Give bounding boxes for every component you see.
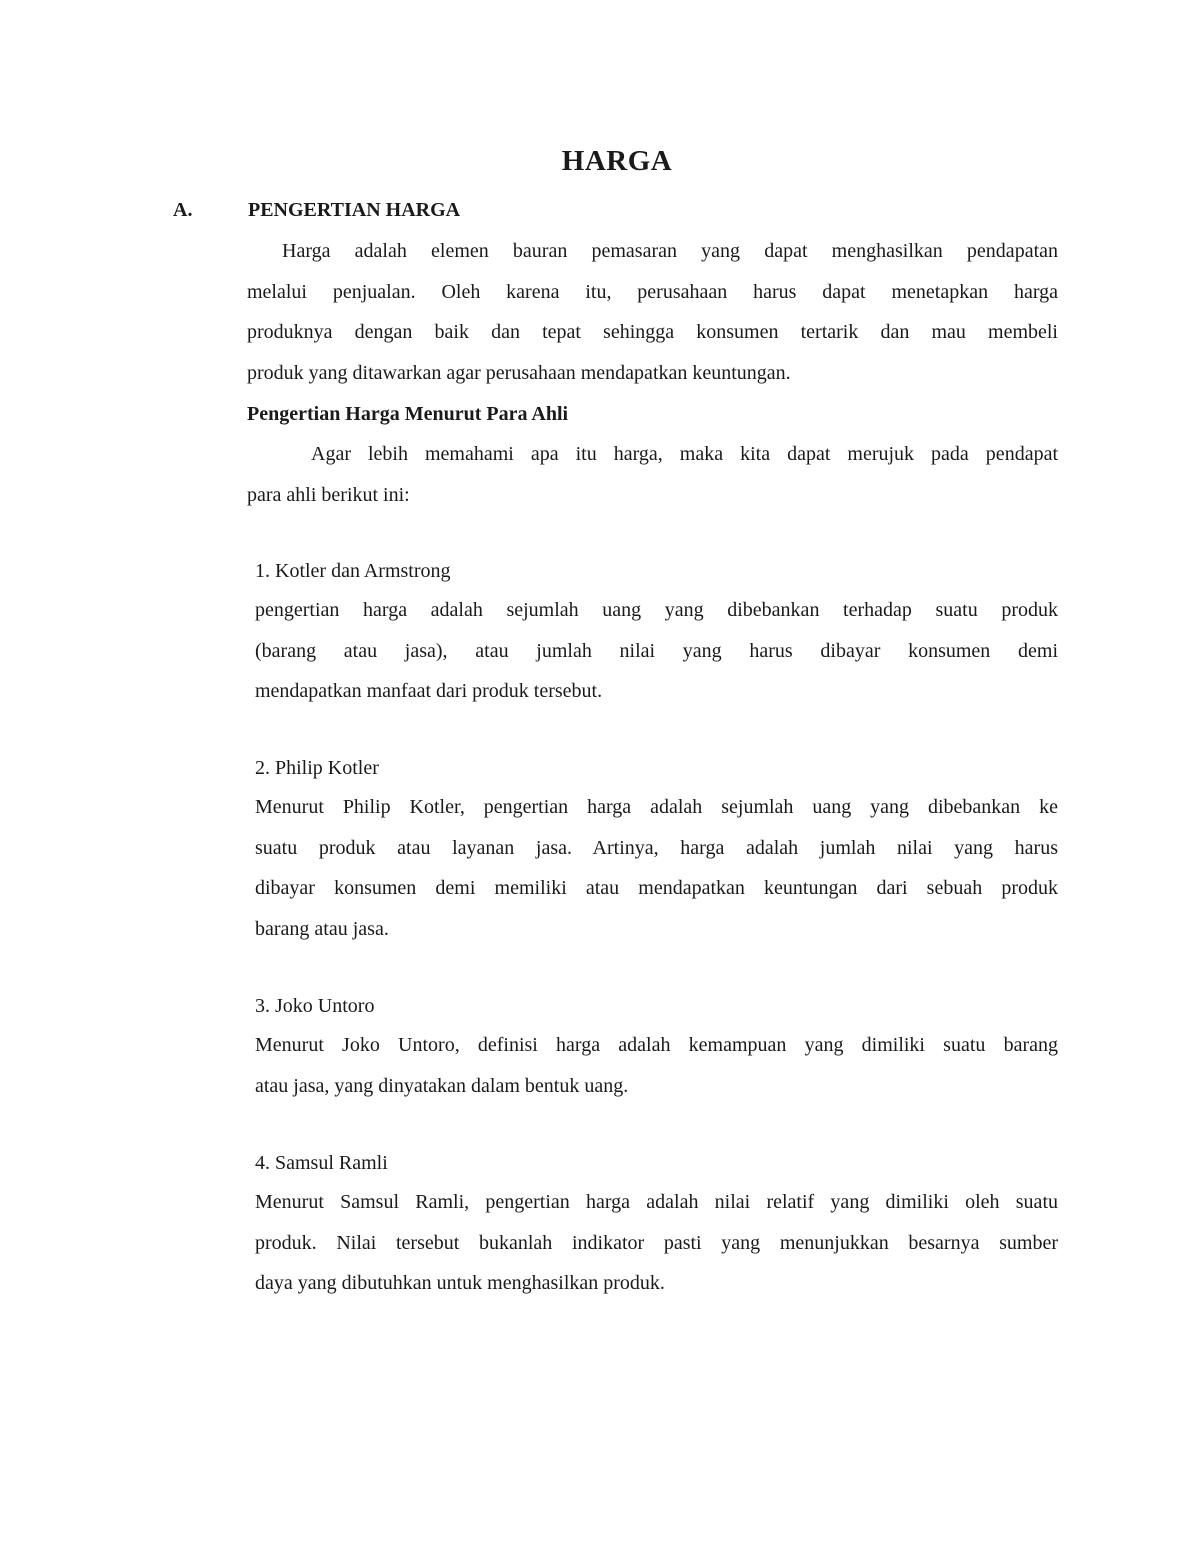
paragraph-line: suatu produk atau layanan jasa. Artinya, harga adalah jumlah nilai yang harus	[255, 836, 1058, 859]
expert-title: 3. Joko Untoro	[255, 995, 375, 1017]
expert-definition	[255, 1025, 1058, 1106]
paragraph-line: produk. Nilai tersebut bukanlah indikator pasti yang menunjukkan besarnya sumber	[255, 1231, 1058, 1254]
paragraph-line: Harga adalah elemen bauran pemasaran yang dapat menghasilkan pendapatan	[282, 240, 1058, 262]
paragraph-line: (barang atau jasa), atau jumlah nilai yang harus dibayar konsumen demi	[255, 639, 1058, 662]
paragraph-line: dibayar konsumen demi memiliki atau mendapatkan keuntungan dari sebuah produk	[255, 877, 1058, 900]
paragraph-line: mendapatkan manfaat dari produk tersebut.	[255, 680, 603, 703]
expert-title: 1. Kotler dan Armstrong	[255, 560, 451, 582]
expert-definition	[255, 1182, 1058, 1304]
section-heading-text: PENGERTIAN HARGA	[248, 199, 461, 221]
paragraph-line: produk yang ditawarkan agar perusahaan mendapatkan keuntungan.	[247, 362, 791, 385]
paragraph-line: para ahli berikut ini:	[247, 483, 410, 506]
paragraph-line: Menurut Philip Kotler, pengertian harga adalah sejumlah uang yang dibebankan ke	[255, 796, 1058, 818]
paragraph-line: Menurut Joko Untoro, definisi harga adalah kemampuan yang dimiliki suatu barang	[255, 1034, 1058, 1056]
paragraph-line: Agar lebih memahami apa itu harga, maka kita dapat merujuk pada pendapat	[311, 443, 1058, 465]
expert-title: 2. Philip Kotler	[255, 757, 379, 779]
intro-paragraph	[247, 231, 1058, 394]
section-letter: A.	[173, 199, 193, 221]
paragraph-line: Menurut Samsul Ramli, pengertian harga adalah nilai relatif yang dimiliki oleh suatu	[255, 1191, 1058, 1213]
section-heading	[173, 196, 460, 224]
paragraph-line: atau jasa, yang dinyatakan dalam bentuk uang.	[255, 1074, 629, 1097]
expert-definition	[255, 787, 1058, 950]
paragraph-line: melalui penjualan. Oleh karena itu, perusahaan harus dapat menetapkan harga	[247, 280, 1058, 303]
paragraph-line: barang atau jasa.	[255, 918, 389, 941]
expert-definition	[255, 590, 1058, 712]
document-title: HARGA	[561, 145, 673, 177]
subheading: Pengertian Harga Menurut Para Ahli	[247, 403, 569, 425]
lead-paragraph	[247, 434, 1058, 515]
paragraph-line: daya yang dibutuhkan untuk menghasilkan produk.	[255, 1272, 665, 1295]
paragraph-line: produknya dengan baik dan tepat sehingga konsumen tertarik dan mau membeli	[247, 321, 1058, 344]
paragraph-line: pengertian harga adalah sejumlah uang yang dibebankan terhadap suatu produk	[255, 599, 1058, 621]
expert-title: 4. Samsul Ramli	[255, 1152, 388, 1174]
